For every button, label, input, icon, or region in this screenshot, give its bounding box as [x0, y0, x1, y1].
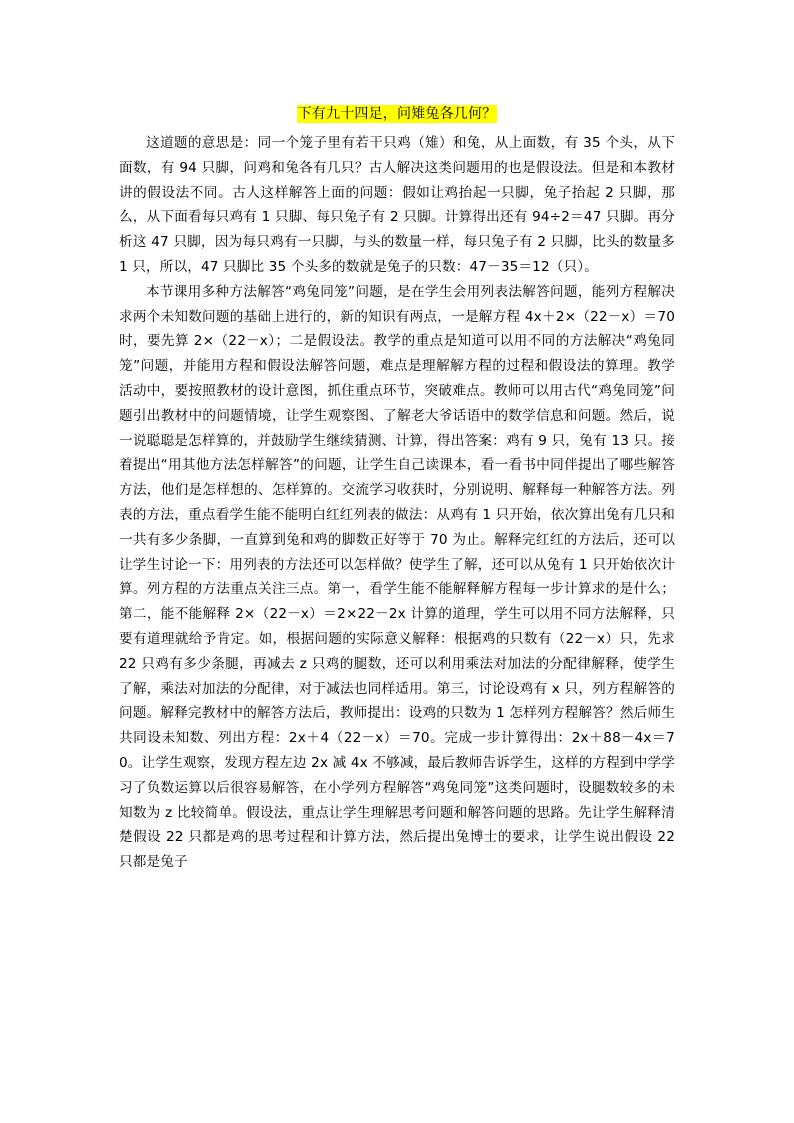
paragraph-lesson-guidance: 本节课用多种方法解答“鸡兔同笼”问题，是在学生会用列表法解答问题，能列方程解决求两个未知数问题的基础上进行的，新的知识有两点，一是解方程 4x＋2×（22－x）＝70 时，要先算 2×（22－x）；二是假设法。教学的重点是知道可以用不同的方法解决“鸡兔同笼”问题，并能用方程和假设法解答问题，难点是理解解方程的过程和假设法的算理。教学活动中，要按照教材的设计意图，抓住重点环节，突破难点。教师可以用古代“鸡兔同笼”问题引出教材中的问题情境，让学生观察图、了解老大爷话语中的数学信息和问题。然后，说一说聪聪是怎样算的，并鼓励学生继续猜测、计算，得出答案：鸡有 9 只，兔有 13 只。接着提出“用其他方法怎样解答”的问题，让学生自己读课本，看一看书中同伴提出了哪些解答方法，他们是怎样想的、怎样算的。交流学习收获时，分别说明、解释每一种解答方法。列表的方法，重点看学生能不能明白红红列表的做法：从鸡有 1 只开始，依次算出兔有几只和一共有多少条脚，一直算到兔和鸡的脚数正好等于 70 为止。解释完红红的方法后，还可以让学生讨论一下：用列表的方法还可以怎样做？使学生了解，还可以从兔有 1 只开始依次计算。列方程的方法重点关注三点。第一，看学生能不能解释解方程每一步计算求的是什么；第二，能不能解释 2×（22－x）＝2×22－2x 计算的道理，学生可以用不同方法解释，只要有道理就给予肯定。如，根据问题的实际意义解释：根据鸡的只数有（22－x）只，先求 22 只鸡有多少条腿，再减去 z 只鸡的腿数，还可以利用乘法对加法的分配律解释，使学生了解，乘法对加法的分配律，对于减法也同样适用。第三，讨论设鸡有 x 只，列方程解答的问题。解释完教材中的解答方法后，教师提出：设鸡的只数为 1 怎样列方程解答？然后师生共同设未知数、列出方程：2x＋4（22－x）＝70。完成一步计算得出：2x＋88－4x＝70。让学生观察，发现方程左边 2x 减 4x 不够减，最后教师告诉学生，这样的方程到中学学习了负数运算以后很容易解答，在小学列方程解答“鸡兔同笼”这类问题时，设腿数较多的未知数为 z 比较简单。假设法，重点让学生理解思考问题和解答问题的思路。先让学生解释清楚假设 22 只都是鸡的思考过程和计算方法，然后提出兔博士的要求，让学生说出假设 22 只都是兔子 [119, 283, 675, 871]
title-container [0, 103, 794, 123]
page-title: 下有九十四足，问雉兔各几何？ [297, 106, 497, 122]
paragraph-ancient-method: 这道题的意思是：同一个笼子里有若干只鸡（雉）和兔，从上面数，有 35 个头，从下面数，有 94 只脚，问鸡和兔各有几只？古人解决这类问题用的也是假设法。但是和本教材讲的假设法不同。古人这样解答上面的问题：假如让鸡抬起一只脚，兔子抬起 2 只脚，那么，从下面看每只鸡有 1 只脚、每只兔子有 2 只脚。计算得出还有 94÷2＝47 只脚。再分析这 47 只脚，因为每只鸡有一只脚，与头的数量一样，每只兔子有 2 只脚，比头的数量多 1 只，所以，47 只脚比 35 个头多的数就是兔子的只数：47－35＝12（只）。 [119, 135, 675, 275]
document-body [119, 131, 675, 875]
